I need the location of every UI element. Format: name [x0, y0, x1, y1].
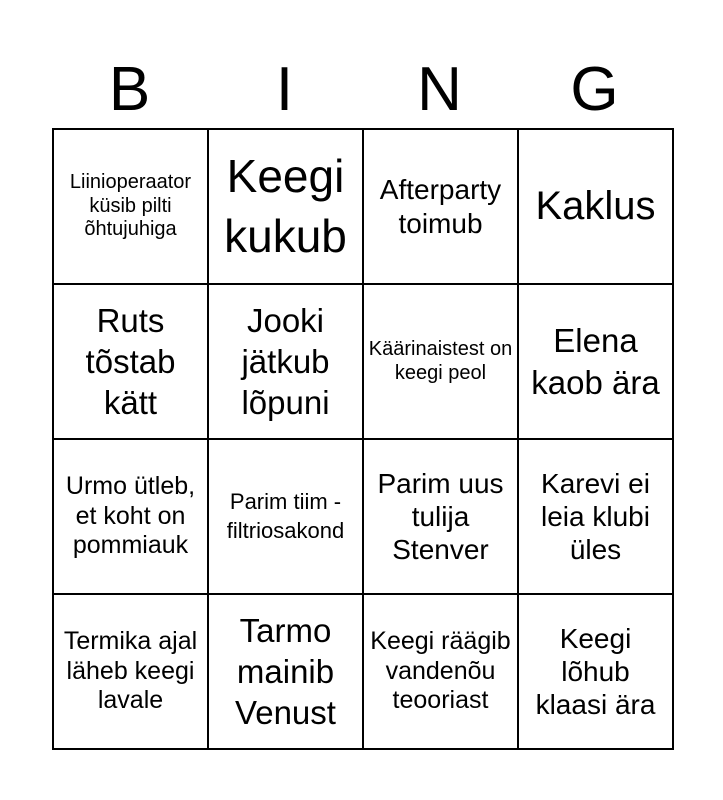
bingo-board: [52, 128, 674, 750]
bingo-header: [52, 52, 672, 128]
bingo-cell[interactable]: Parim tiim - filtriosakond: [208, 439, 363, 594]
board-row: [53, 129, 673, 284]
bingo-cell[interactable]: Urmo ütleb, et koht on pommiauk: [53, 439, 208, 594]
bingo-cell[interactable]: Karevi ei leia klubi üles: [518, 439, 673, 594]
header-letter-n: N: [417, 55, 462, 124]
header-letter-b: B: [108, 55, 151, 124]
bingo-cell[interactable]: Käärinaistest on keegi peol: [363, 284, 518, 439]
bingo-cell[interactable]: Afterparty toimub: [363, 129, 518, 284]
bingo-cell[interactable]: Parim uus tulija Stenver: [363, 439, 518, 594]
bingo-cell[interactable]: Tarmo mainib Venust: [208, 594, 363, 749]
board-row: [53, 594, 673, 749]
header-letter-i: I: [275, 55, 294, 124]
board-row: [53, 439, 673, 594]
bingo-cell[interactable]: Liinioperaator küsib pilti õhtujuhiga: [53, 129, 208, 284]
bingo-cell[interactable]: Keegi räägib vandenõu teooriast: [363, 594, 518, 749]
board-row: [53, 284, 673, 439]
bingo-cell[interactable]: Keegi lõhub klaasi ära: [518, 594, 673, 749]
bingo-cell[interactable]: Keegi kukub: [208, 129, 363, 284]
header-letter-g: G: [570, 55, 619, 124]
bingo-cell[interactable]: Termika ajal läheb keegi lavale: [53, 594, 208, 749]
bingo-cell[interactable]: Jooki jätkub lõpuni: [208, 284, 363, 439]
bingo-cell[interactable]: Ruts tõstab kätt: [53, 284, 208, 439]
bingo-cell[interactable]: Elena kaob ära: [518, 284, 673, 439]
bingo-cell[interactable]: Kaklus: [518, 129, 673, 284]
